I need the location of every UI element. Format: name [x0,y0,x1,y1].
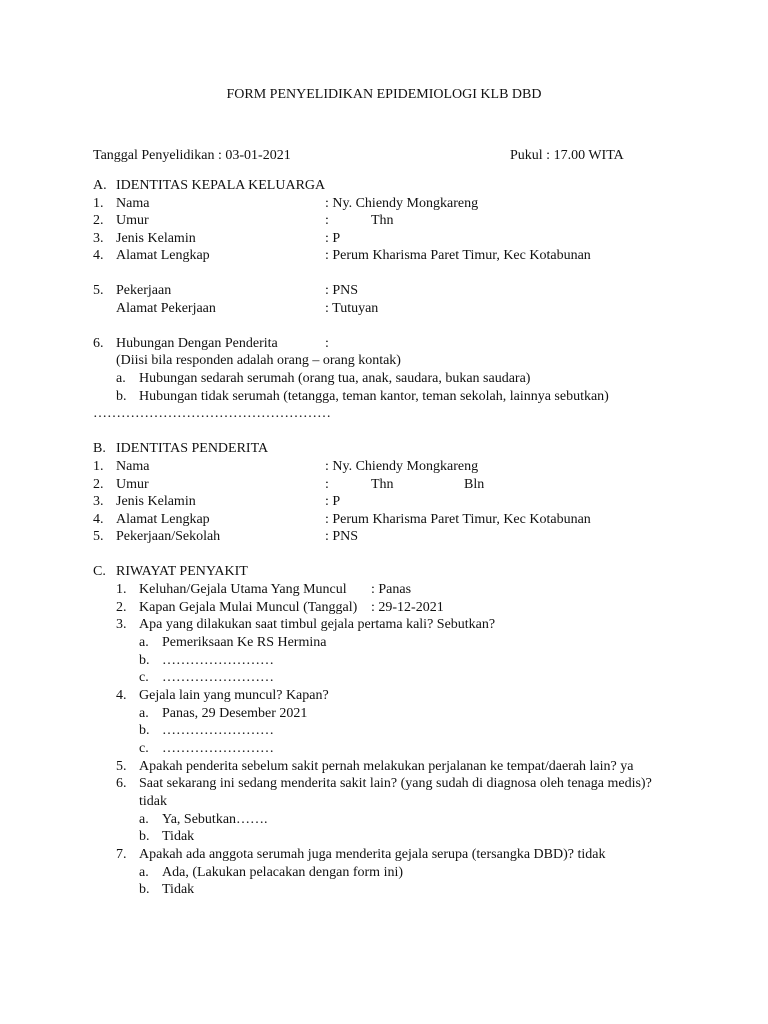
option-letter: a. [139,635,149,650]
field-label: Alamat Pekerjaan [116,301,216,316]
option-text: …………………… [162,653,274,668]
option-text: …………………… [162,741,274,756]
field-value: : Ny. Chiendy Mongkareng [325,196,479,211]
field-label: Jenis Kelamin [116,494,196,509]
row-number: 4. [93,248,104,263]
field-label: Hubungan Dengan Penderita [116,336,278,351]
option-text: Hubungan tidak serumah (tetangga, teman kantor, teman sekolah, lainnya sebutkan) [139,389,609,404]
field-value: : PNS [325,283,359,298]
field-label: Nama [116,196,150,211]
field-unit: Thn [371,477,394,492]
option-letter: a. [139,865,149,880]
option-letter: b. [139,723,150,738]
section-a-number: A. [93,178,107,193]
question-number: 5. [116,759,127,774]
field-value: : [325,336,329,351]
form-title: FORM PENYELIDIKAN EPIDEMIOLOGI KLB DBD [226,87,542,102]
field-label: Alamat Lengkap [116,248,210,263]
row-number: 2. [93,477,104,492]
question-text: Saat sekarang ini sedang menderita sakit lain? (yang sudah di diagnosa oleh tenaga medis)? [139,776,652,791]
question-text: Apakah penderita sebelum sakit pernah melakukan perjalanan ke tempat/daerah lain? ya [139,759,634,774]
question-number: 1. [116,582,127,597]
field-value: : Perum Kharisma Paret Timur, Kec Kotabunan [325,512,591,527]
field-label: Jenis Kelamin [116,231,196,246]
question-text: Gejala lain yang muncul? Kapan? [139,688,329,703]
dotted-line: …………………………………………… [93,406,331,421]
section-c-number: C. [93,564,106,579]
section-b-number: B. [93,441,106,456]
option-text: Ada, (Lakukan pelacakan dengan form ini) [162,865,404,880]
option-text: …………………… [162,723,274,738]
field-value: : PNS [325,529,359,544]
row-number: 5. [93,529,104,544]
field-label: Pekerjaan/Sekolah [116,529,221,544]
question-number: 2. [116,600,127,615]
row-number: 4. [93,512,104,527]
answer-value: tidak [139,794,167,809]
option-letter: b. [139,882,150,897]
field-label: Umur [116,477,149,492]
field-value: : Tutuyan [325,301,379,316]
field-value: : P [325,231,341,246]
option-text: …………………… [162,670,274,685]
respondent-note: (Diisi bila responden adalah orang – orang kontak) [116,353,401,368]
option-letter: b. [139,653,150,668]
field-value: : Ny. Chiendy Mongkareng [325,459,479,474]
option-text: Tidak [162,882,195,897]
field-value: : P [325,494,341,509]
option-letter: a. [116,371,126,386]
field-label: Pekerjaan [116,283,172,298]
field-value: : Perum Kharisma Paret Timur, Kec Kotabunan [325,248,591,263]
row-number: 6. [93,336,104,351]
option-text: Hubungan sedarah serumah (orang tua, anak, saudara, bukan saudara) [139,371,531,386]
option-letter: b. [139,829,150,844]
question-text: Kapan Gejala Mulai Muncul (Tanggal) [139,600,358,615]
answer-value: : Panas [371,582,412,597]
question-text: Apakah ada anggota serumah juga menderita gejala serupa (tersangka DBD)? tidak [139,847,606,862]
option-letter: c. [139,741,149,756]
section-a-heading: IDENTITAS KEPALA KELUARGA [116,178,326,193]
question-number: 7. [116,847,127,862]
option-letter: c. [139,670,149,685]
field-unit: Thn [371,213,394,228]
question-text: Apa yang dilakukan saat timbul gejala pertama kali? Sebutkan? [139,617,496,632]
investigation-date: Tanggal Penyelidikan : 03-01-2021 [93,148,291,163]
field-label: Alamat Lengkap [116,512,210,527]
field-label: Nama [116,459,150,474]
question-number: 4. [116,688,127,703]
row-number: 3. [93,231,104,246]
field-unit: Bln [464,477,485,492]
option-letter: a. [139,812,149,827]
row-number: 5. [93,283,104,298]
option-text: Panas, 29 Desember 2021 [162,706,308,721]
row-number: 3. [93,494,104,509]
option-letter: a. [139,706,149,721]
answer-value: : 29-12-2021 [371,600,444,615]
option-text: Tidak [162,829,195,844]
section-c-heading: RIWAYAT PENYAKIT [116,564,248,579]
option-text: Ya, Sebutkan……. [162,812,268,827]
question-number: 6. [116,776,127,791]
option-letter: b. [116,389,127,404]
option-text: Pemeriksaan Ke RS Hermina [162,635,327,650]
section-b-heading: IDENTITAS PENDERITA [116,441,269,456]
question-number: 3. [116,617,127,632]
question-text: Keluhan/Gejala Utama Yang Muncul [139,582,347,597]
row-number: 2. [93,213,104,228]
field-value: : [325,213,329,228]
investigation-time: Pukul : 17.00 WITA [510,148,624,163]
field-label: Umur [116,213,149,228]
field-value: : [325,477,329,492]
row-number: 1. [93,459,104,474]
row-number: 1. [93,196,104,211]
